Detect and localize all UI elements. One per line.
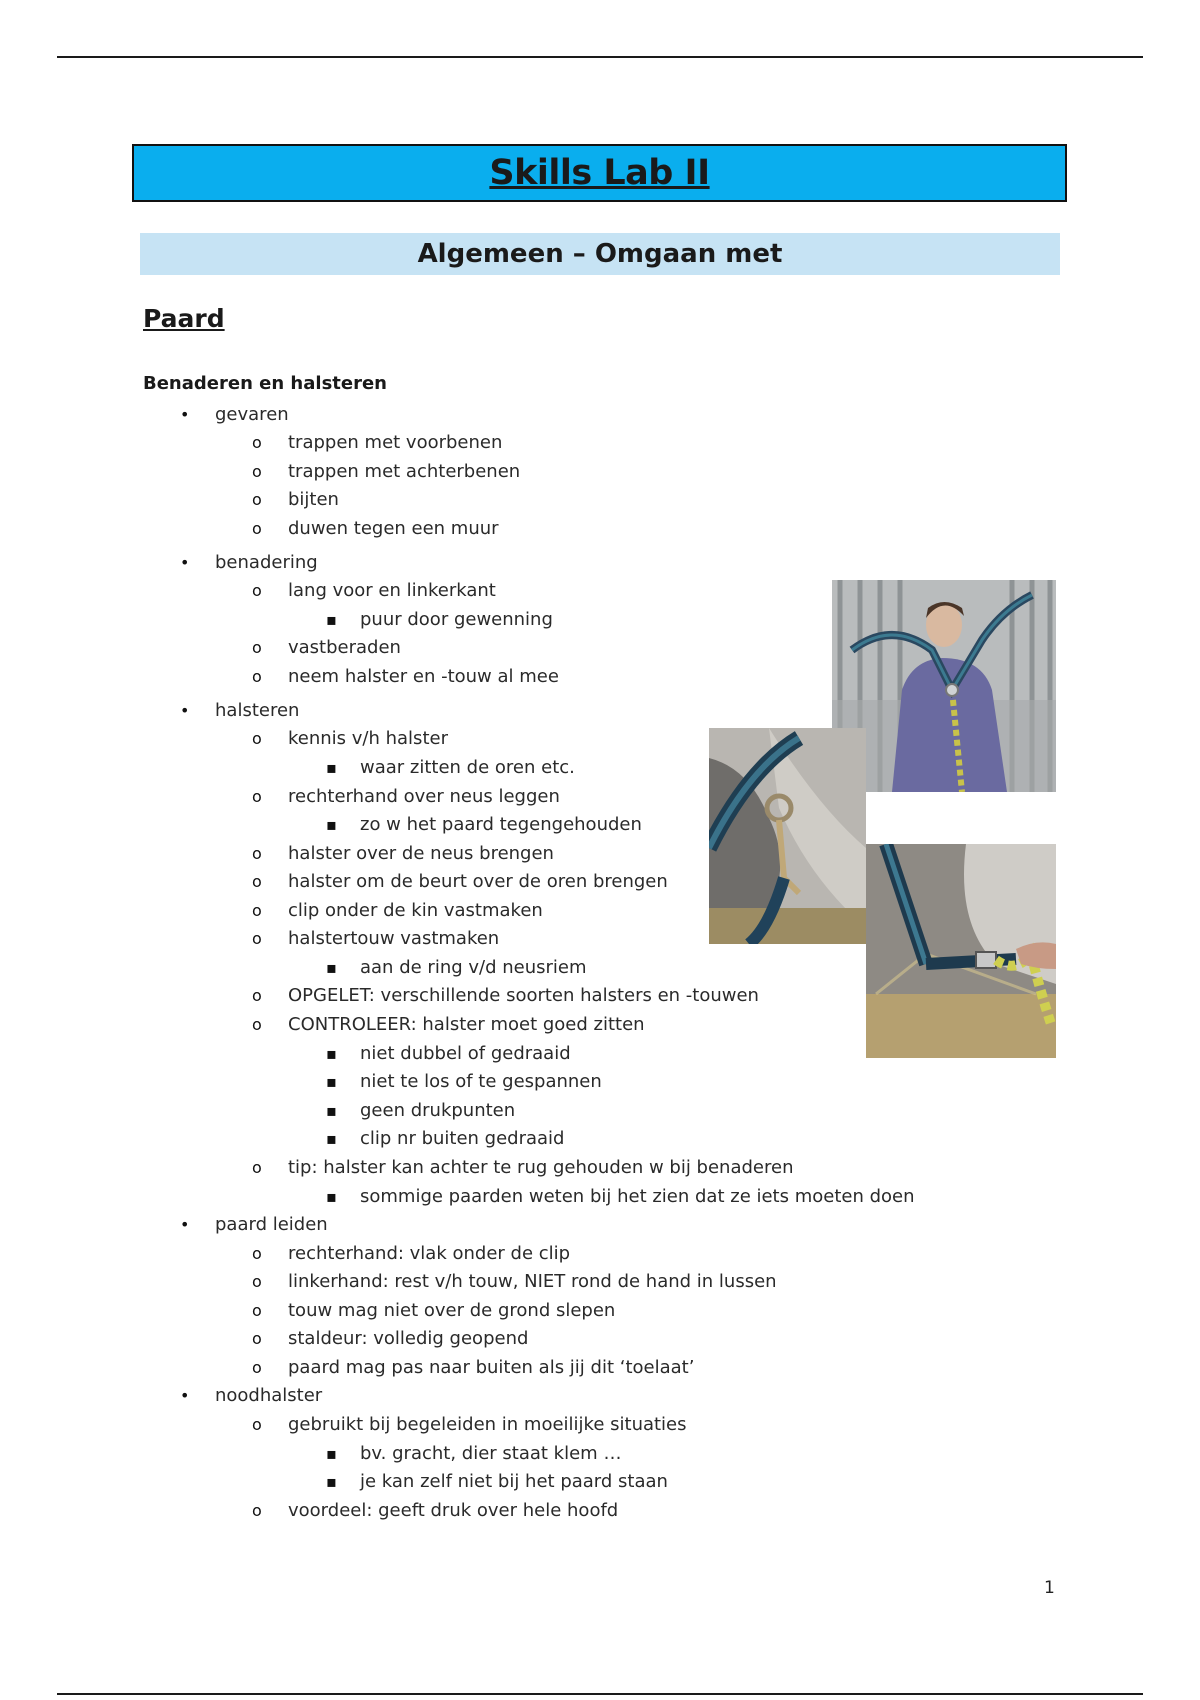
- subheading: Benaderen en halsteren: [143, 373, 387, 394]
- top-rule: [57, 56, 1143, 58]
- list-item: staldeur: volledig geopend: [288, 1328, 529, 1349]
- bullet-marker: ▪: [326, 1187, 337, 1206]
- list-item: paard leiden: [215, 1214, 328, 1235]
- halter-clip-photo: [709, 728, 866, 944]
- list-item: niet te los of te gespannen: [360, 1071, 602, 1092]
- document-subtitle: Algemeen – Omgaan met: [417, 239, 783, 269]
- list-item: halster om de beurt over de oren brengen: [288, 871, 668, 892]
- list-item: puur door gewenning: [360, 609, 553, 630]
- bullet-marker: ▪: [326, 815, 337, 834]
- bullet-marker: o: [252, 929, 262, 948]
- bullet-marker: ▪: [326, 1444, 337, 1463]
- bullet-marker: o: [252, 844, 262, 863]
- list-item: trappen met voorbenen: [288, 432, 503, 453]
- list-item: CONTROLEER: halster moet goed zitten: [288, 1014, 645, 1035]
- bullet-marker: o: [252, 1015, 262, 1034]
- list-item: linkerhand: rest v/h touw, NIET rond de hand in lussen: [288, 1271, 777, 1292]
- list-item: geen drukpunten: [360, 1100, 516, 1121]
- list-item: lang voor en linkerkant: [288, 580, 496, 601]
- bullet-marker: •: [180, 553, 190, 572]
- bullet-marker: ▪: [326, 958, 337, 977]
- bullet-marker: o: [252, 462, 262, 481]
- list-item: bv. gracht, dier staat klem …: [360, 1443, 622, 1464]
- bullet-marker: o: [252, 638, 262, 657]
- list-item: kennis v/h halster: [288, 728, 448, 749]
- list-item: noodhalster: [215, 1385, 323, 1406]
- document-title: Skills Lab II: [489, 153, 710, 193]
- list-item: neem halster en -touw al mee: [288, 666, 559, 687]
- list-item: clip nr buiten gedraaid: [360, 1128, 565, 1149]
- list-item: trappen met achterbenen: [288, 461, 521, 482]
- bullet-marker: o: [252, 581, 262, 600]
- list-item: halster over de neus brengen: [288, 843, 554, 864]
- list-item: benadering: [215, 552, 318, 573]
- list-item: rechterhand over neus leggen: [288, 786, 560, 807]
- list-item: clip onder de kin vastmaken: [288, 900, 543, 921]
- bottom-rule: [57, 1693, 1143, 1695]
- bullet-marker: o: [252, 667, 262, 686]
- page-number: 1: [1044, 1578, 1055, 1598]
- list-item: waar zitten de oren etc.: [360, 757, 575, 778]
- bullet-marker: o: [252, 1329, 262, 1348]
- bullet-marker: o: [252, 1501, 262, 1520]
- bullet-marker: o: [252, 872, 262, 891]
- list-item: bijten: [288, 489, 339, 510]
- list-item: voordeel: geeft druk over hele hoofd: [288, 1500, 619, 1521]
- bullet-marker: •: [180, 701, 190, 720]
- bullet-marker: ▪: [326, 1129, 337, 1148]
- bullet-marker: o: [252, 1158, 262, 1177]
- list-item: touw mag niet over de grond slepen: [288, 1300, 616, 1321]
- bullet-marker: o: [252, 729, 262, 748]
- bullet-marker: o: [252, 433, 262, 452]
- bullet-marker: o: [252, 1244, 262, 1263]
- list-item: je kan zelf niet bij het paard staan: [360, 1471, 668, 1492]
- list-item: paard mag pas naar buiten als jij dit ‘toelaat’: [288, 1357, 695, 1378]
- list-item: zo w het paard tegengehouden: [360, 814, 642, 835]
- list-item: gebruikt bij begeleiden in moeilijke situaties: [288, 1414, 687, 1435]
- bullet-marker: ▪: [326, 1044, 337, 1063]
- bullet-marker: o: [252, 901, 262, 920]
- list-item: sommige paarden weten bij het zien dat ze iets moeten doen: [360, 1186, 915, 1207]
- bullet-marker: ▪: [326, 1072, 337, 1091]
- list-item: duwen tegen een muur: [288, 518, 499, 539]
- bullet-marker: o: [252, 490, 262, 509]
- bullet-marker: o: [252, 986, 262, 1005]
- bullet-marker: o: [252, 519, 262, 538]
- list-item: niet dubbel of gedraaid: [360, 1043, 571, 1064]
- bullet-marker: o: [252, 1272, 262, 1291]
- list-item: gevaren: [215, 404, 289, 425]
- bullet-marker: ▪: [326, 1472, 337, 1491]
- title-banner: [132, 144, 1067, 202]
- list-item: aan de ring v/d neusriem: [360, 957, 587, 978]
- subtitle-banner: [140, 233, 1060, 275]
- list-item: rechterhand: vlak onder de clip: [288, 1243, 571, 1264]
- bullet-marker: •: [180, 1215, 190, 1234]
- bullet-marker: ▪: [326, 610, 337, 629]
- bullet-marker: o: [252, 1358, 262, 1377]
- bullet-marker: o: [252, 787, 262, 806]
- list-item: OPGELET: verschillende soorten halsters en -touwen: [288, 985, 759, 1006]
- bullet-marker: ▪: [326, 1101, 337, 1120]
- bullet-marker: ▪: [326, 758, 337, 777]
- bullet-marker: •: [180, 405, 190, 424]
- list-item: halsteren: [215, 700, 300, 721]
- list-item: halstertouw vastmaken: [288, 928, 500, 949]
- list-item: vastberaden: [288, 637, 401, 658]
- bullet-marker: o: [252, 1415, 262, 1434]
- bullet-marker: o: [252, 1301, 262, 1320]
- list-item: tip: halster kan achter te rug gehouden w bij benaderen: [288, 1157, 794, 1178]
- bullet-marker: •: [180, 1386, 190, 1405]
- halter-rope-photo: [866, 844, 1056, 1058]
- section-title: Paard: [143, 304, 225, 333]
